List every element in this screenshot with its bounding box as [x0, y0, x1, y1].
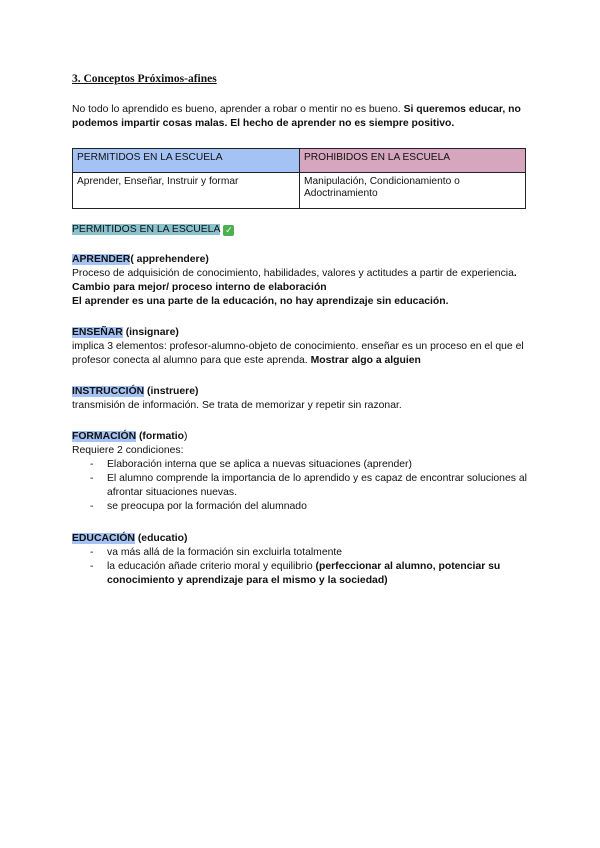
table-row — [73, 173, 526, 209]
section-title: 3. Conceptos Próximos-afines — [72, 73, 217, 85]
instruccion-section — [72, 385, 528, 413]
aprender-section — [72, 253, 528, 309]
educacion-item-text: la educación añade criterio moral y equilibrio — [107, 561, 316, 572]
ensenar-text: implica 3 elementos: profesor-alumno-objeto de conocimiento. enseñar es un proceso en el que el profesor conecta al alumno para que este aprenda. — [72, 341, 524, 366]
list-item: - se preocupa por la formación del alumnado — [72, 500, 528, 514]
formacion-section — [72, 430, 528, 514]
intro-text: No todo lo aprendido es bueno, aprender a robar o mentir no es bueno. — [72, 104, 404, 115]
instruccion-text: transmisión de información. Se trata de memorizar y repetir sin razonar. — [72, 400, 402, 411]
list-item: - va más allá de la formación sin excluirla totalmente — [72, 546, 528, 560]
formacion-origin: (formatio — [136, 431, 184, 442]
intro-paragraph — [72, 103, 528, 131]
aprender-origin: ( apprehendere) — [130, 254, 209, 265]
educacion-term: EDUCACIÓN — [72, 533, 135, 544]
ensenar-term: ENSEÑAR — [72, 327, 123, 338]
ensenar-origin: (insignare) — [122, 327, 179, 338]
formacion-origin-end: ) — [184, 431, 188, 442]
list-item — [72, 560, 528, 588]
formacion-text: Requiere 2 condiciones: — [72, 445, 184, 456]
list-item: - Elaboración interna que se aplica a nuevas situaciones (aprender) — [72, 458, 528, 472]
aprender-bold-2: El aprender es una parte de la educación, no hay aprendizaje sin educación. — [72, 296, 449, 307]
comparison-table — [72, 148, 526, 209]
educacion-origin: (educatio) — [134, 533, 188, 544]
formacion-list — [72, 458, 528, 514]
check-icon: ✓ — [225, 225, 233, 235]
cell-prohibidos: Manipulación, Condicionamiento o Adoctrinamiento — [300, 173, 526, 209]
educacion-list — [72, 546, 528, 588]
formacion-term: FORMACIÓN — [72, 431, 137, 442]
header-permitidos: PERMITIDOS EN LA ESCUELA — [73, 149, 300, 173]
aprender-bold-1: . Cambio para mejor/ proceso interno de elaboración — [72, 268, 517, 293]
intro-bold-text: Si queremos educar, no podemos impartir cosas malas. El hecho de aprender no es siempre positivo. — [72, 104, 521, 129]
permitidos-label: PERMITIDOS EN LA ESCUELA — [72, 224, 221, 235]
list-item: - El alumno comprende la importancia de lo aprendido y es capaz de encontrar soluciones al afrontar situaciones nuevas. — [72, 472, 528, 500]
permitidos-heading — [72, 223, 528, 237]
aprender-text: Proceso de adquisición de conocimiento, habilidades, valores y actitudes a partir de experiencia — [72, 268, 514, 279]
ensenar-bold: Mostrar algo a alguien — [310, 355, 421, 366]
instruccion-origin: (instruere) — [144, 386, 199, 397]
aprender-term: APRENDER — [72, 254, 131, 265]
header-prohibidos: PROHIBIDOS EN LA ESCUELA — [300, 149, 526, 173]
table-header-row — [73, 149, 526, 173]
educacion-item-bold: (perfeccionar al alumno, potenciar su conocimiento y aprendizaje para el mismo y la sociedad) — [107, 561, 501, 586]
instruccion-term: INSTRUCCIÓN — [72, 386, 145, 397]
cell-permitidos: Aprender, Enseñar, Instruir y formar — [73, 173, 300, 209]
educacion-section — [72, 532, 528, 588]
ensenar-section — [72, 326, 528, 368]
